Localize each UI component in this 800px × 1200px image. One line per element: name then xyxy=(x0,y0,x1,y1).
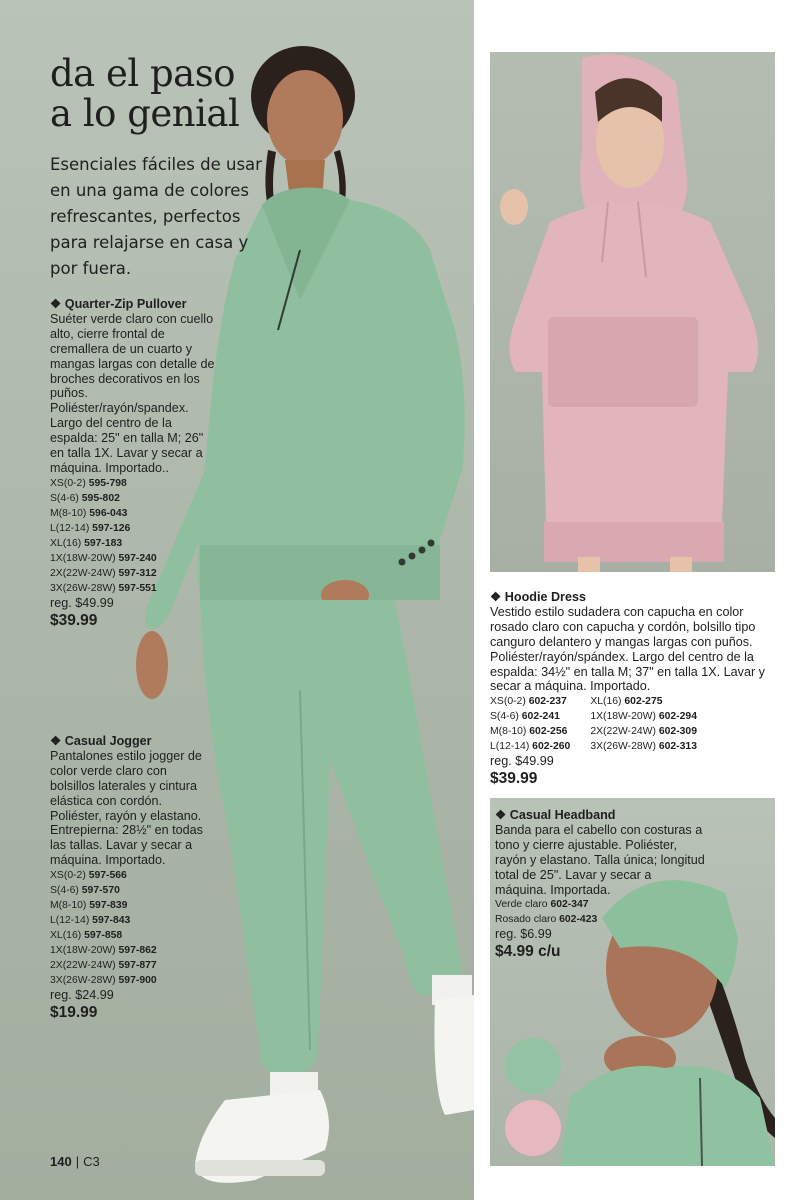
sale-price: $39.99 xyxy=(50,611,98,629)
product-name: ❖ Casual Headband xyxy=(495,808,616,822)
intro-text: Esenciales fáciles de usar en una gama de colores refrescantes, perfectos para relajarse en casa y por fuera. xyxy=(50,155,262,278)
product-jogger xyxy=(50,734,215,1023)
sku-row: 1X(18W-20W) 597-240 xyxy=(50,552,157,564)
regular-price: reg. $6.99 xyxy=(495,927,552,942)
hoodie-dress-photo xyxy=(490,52,775,572)
product-headband xyxy=(495,808,705,962)
sku-row: 3X(26W-28W) 602-313 xyxy=(590,741,697,753)
product-name: ❖ Quarter-Zip Pullover xyxy=(50,297,187,311)
product-description: Pantalones estilo jogger de color verde claro con bolsillos laterales y cintura elástica con cordón. Poliéster, rayón y elastano. Entrepierna: 28½" en todas las tallas. Lavar y secar a máquina. Importado. xyxy=(50,748,203,868)
sku-row: XS(0-2) 602-237 xyxy=(490,696,567,708)
page-number: 140 xyxy=(50,1154,72,1169)
sku-row: 1X(18W-20W) 597-862 xyxy=(50,945,157,957)
swatch-pink xyxy=(505,1100,561,1156)
sku-row: 3X(26W-28W) 597-551 xyxy=(50,582,157,594)
sku-column xyxy=(590,694,697,754)
product-name: ❖ Casual Jogger xyxy=(50,734,152,748)
sku-row: 1X(18W-20W) 602-294 xyxy=(590,711,697,723)
product-description: Suéter verde claro con cuello alto, cierre frontal de cremallera de un cuarto y mangas largas con detalle de broches decorativos en los puños. Poliéster/rayón/spandex. Largo del centro de la espalda: 25" en talla M; 26" en talla 1X. Lavar y secar a máquina. Importado.. xyxy=(50,311,215,475)
sku-row: Verde claro 602-347 xyxy=(495,899,589,911)
sku-row: XS(0-2) 595-798 xyxy=(50,477,127,489)
sku-row: XS(0-2) 597-566 xyxy=(50,870,127,882)
sku-row: XL(16) 597-858 xyxy=(50,930,123,942)
sku-row: Rosado claro 602-423 xyxy=(495,914,598,926)
sale-price: $39.99 xyxy=(490,770,538,788)
product-description: Banda para el cabello con costuras a tono y cierre ajustable. Poliéster, rayón y elastano. Talla única; longitud total de 25". Lavar y secar a máquina. Importada. xyxy=(495,822,705,897)
product-hoodie-dress xyxy=(490,590,775,789)
sku-row: 2X(22W-24W) 597-312 xyxy=(50,567,157,579)
sku-row: 2X(22W-24W) 602-309 xyxy=(590,726,697,738)
sku-row: S(4-6) 595-802 xyxy=(50,492,120,504)
product-pullover xyxy=(50,297,220,631)
section-code: C3 xyxy=(83,1154,100,1169)
sku-list xyxy=(490,694,775,754)
sku-row: XL(16) 602-275 xyxy=(590,696,663,708)
page-headline xyxy=(50,54,239,134)
sale-price: $4.99 c/u xyxy=(495,943,561,961)
headline-line-2: a lo genial xyxy=(50,92,240,135)
sku-row: XL(16) 597-183 xyxy=(50,537,123,549)
headband-panel xyxy=(490,798,775,1166)
product-description: Vestido estilo sudadera con capucha en color rosado claro con capucha y cordón, bolsillo tipo canguro delantero y mangas largas con puños. Poliéster/rayón/spándex. Largo del centro de la espalda: 34½" en talla M; 37" en talla 1X. Lavar y secar a máquina. Importado. xyxy=(490,604,765,694)
regular-price: reg. $24.99 xyxy=(50,988,114,1003)
sku-row: M(8-10) 596-043 xyxy=(50,507,128,519)
sku-column xyxy=(490,694,570,754)
sku-list xyxy=(50,868,215,988)
sku-row: L(12-14) 597-126 xyxy=(50,522,131,534)
sku-row: S(4-6) 602-241 xyxy=(490,711,560,723)
headline-line-1: da el paso xyxy=(50,52,236,95)
sku-row: 3X(26W-28W) 597-900 xyxy=(50,975,157,987)
sale-price: $19.99 xyxy=(50,1004,98,1022)
sku-row: M(8-10) 602-256 xyxy=(490,726,568,738)
sku-row: S(4-6) 597-570 xyxy=(50,885,120,897)
sku-row: M(8-10) 597-839 xyxy=(50,900,128,912)
sku-row: L(12-14) 597-843 xyxy=(50,915,131,927)
page-footer: 140 | C3 xyxy=(50,1154,100,1169)
product-name: ❖ Hoodie Dress xyxy=(490,590,586,604)
sku-list xyxy=(50,476,220,596)
sku-row: L(12-14) 602-260 xyxy=(490,741,571,753)
swatch-green xyxy=(505,1038,561,1094)
regular-price: reg. $49.99 xyxy=(490,754,554,769)
sku-row: 2X(22W-24W) 597-877 xyxy=(50,960,157,972)
sku-list xyxy=(495,897,705,927)
model-photo-hoodie xyxy=(490,52,775,572)
regular-price: reg. $49.99 xyxy=(50,595,114,610)
